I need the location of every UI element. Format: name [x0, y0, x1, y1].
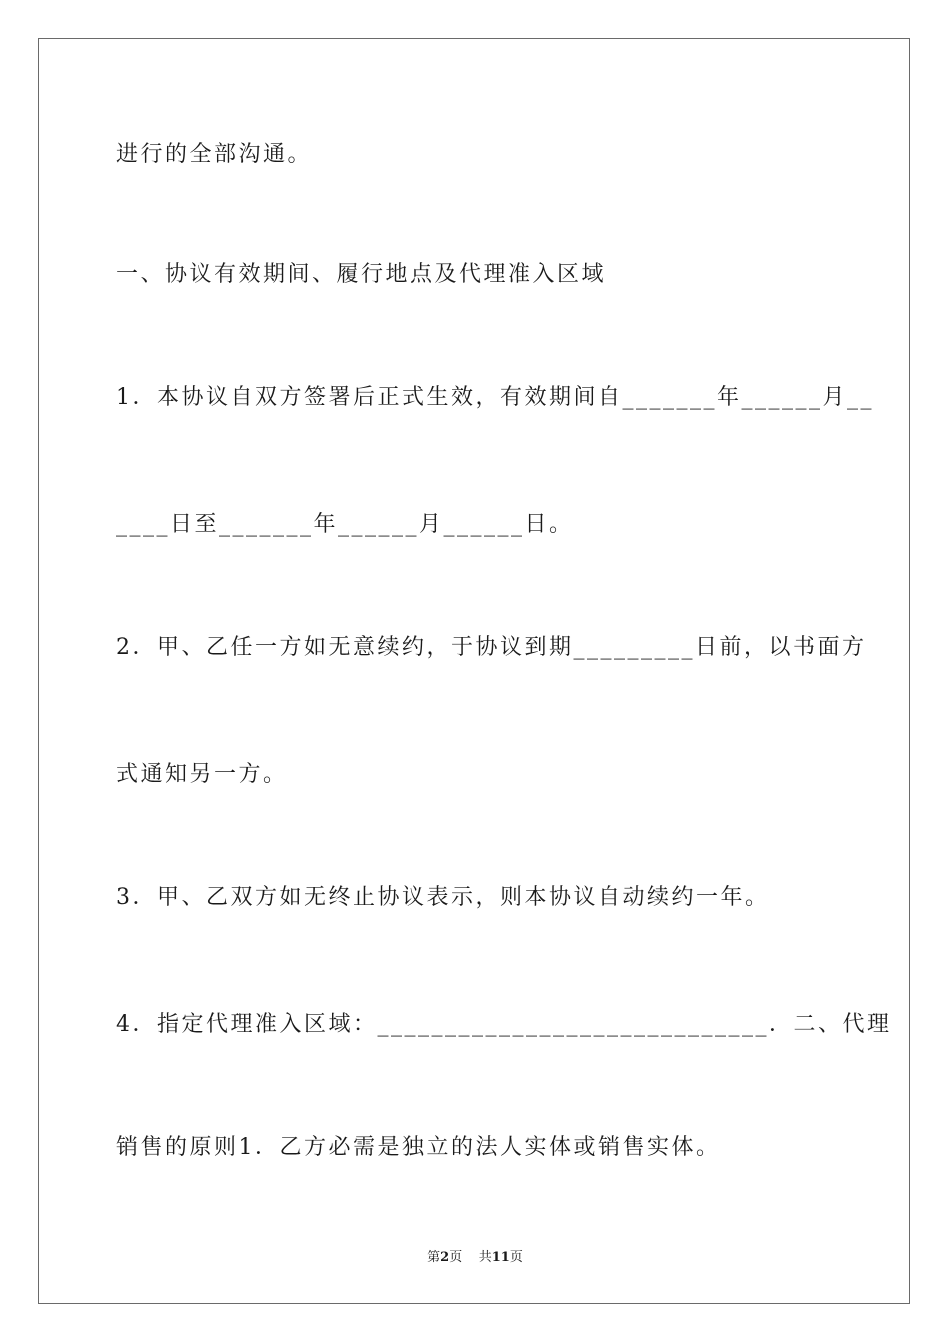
- page-border: [38, 38, 910, 1304]
- total-pages-number: 11: [491, 1250, 510, 1265]
- body-line-1: 进行的全部沟通。: [116, 142, 313, 167]
- clause-3: 3．甲、乙双方如无终止协议表示，则本协议自动续约一年。: [116, 885, 770, 910]
- page-footer: [0, 1246, 950, 1265]
- page-prefix: 第: [427, 1250, 441, 1265]
- total-suffix: 页: [509, 1250, 523, 1265]
- page-suffix: 页: [449, 1250, 463, 1265]
- clause-1-line-1: 1．本协议自双方签署后正式生效，有效期间自_______年______月__: [116, 385, 874, 410]
- clause-2-line-2: 式通知另一方。: [116, 762, 288, 787]
- current-page-number: 2: [440, 1250, 450, 1265]
- clause-1-line-2: ____日至_______年______月______日。: [116, 512, 574, 537]
- total-prefix: 共: [478, 1250, 492, 1265]
- clause-4-line-2: 销售的原则1．乙方必需是独立的法人实体或销售实体。: [116, 1135, 721, 1160]
- clause-4-line-1: 4．指定代理准入区域：_____________________________．二、代理: [116, 1012, 892, 1037]
- clause-2-line-1: 2．甲、乙任一方如无意续约，于协议到期_________日前，以书面方: [116, 635, 867, 660]
- section-heading-1: 一、协议有效期间、履行地点及代理准入区域: [116, 262, 607, 287]
